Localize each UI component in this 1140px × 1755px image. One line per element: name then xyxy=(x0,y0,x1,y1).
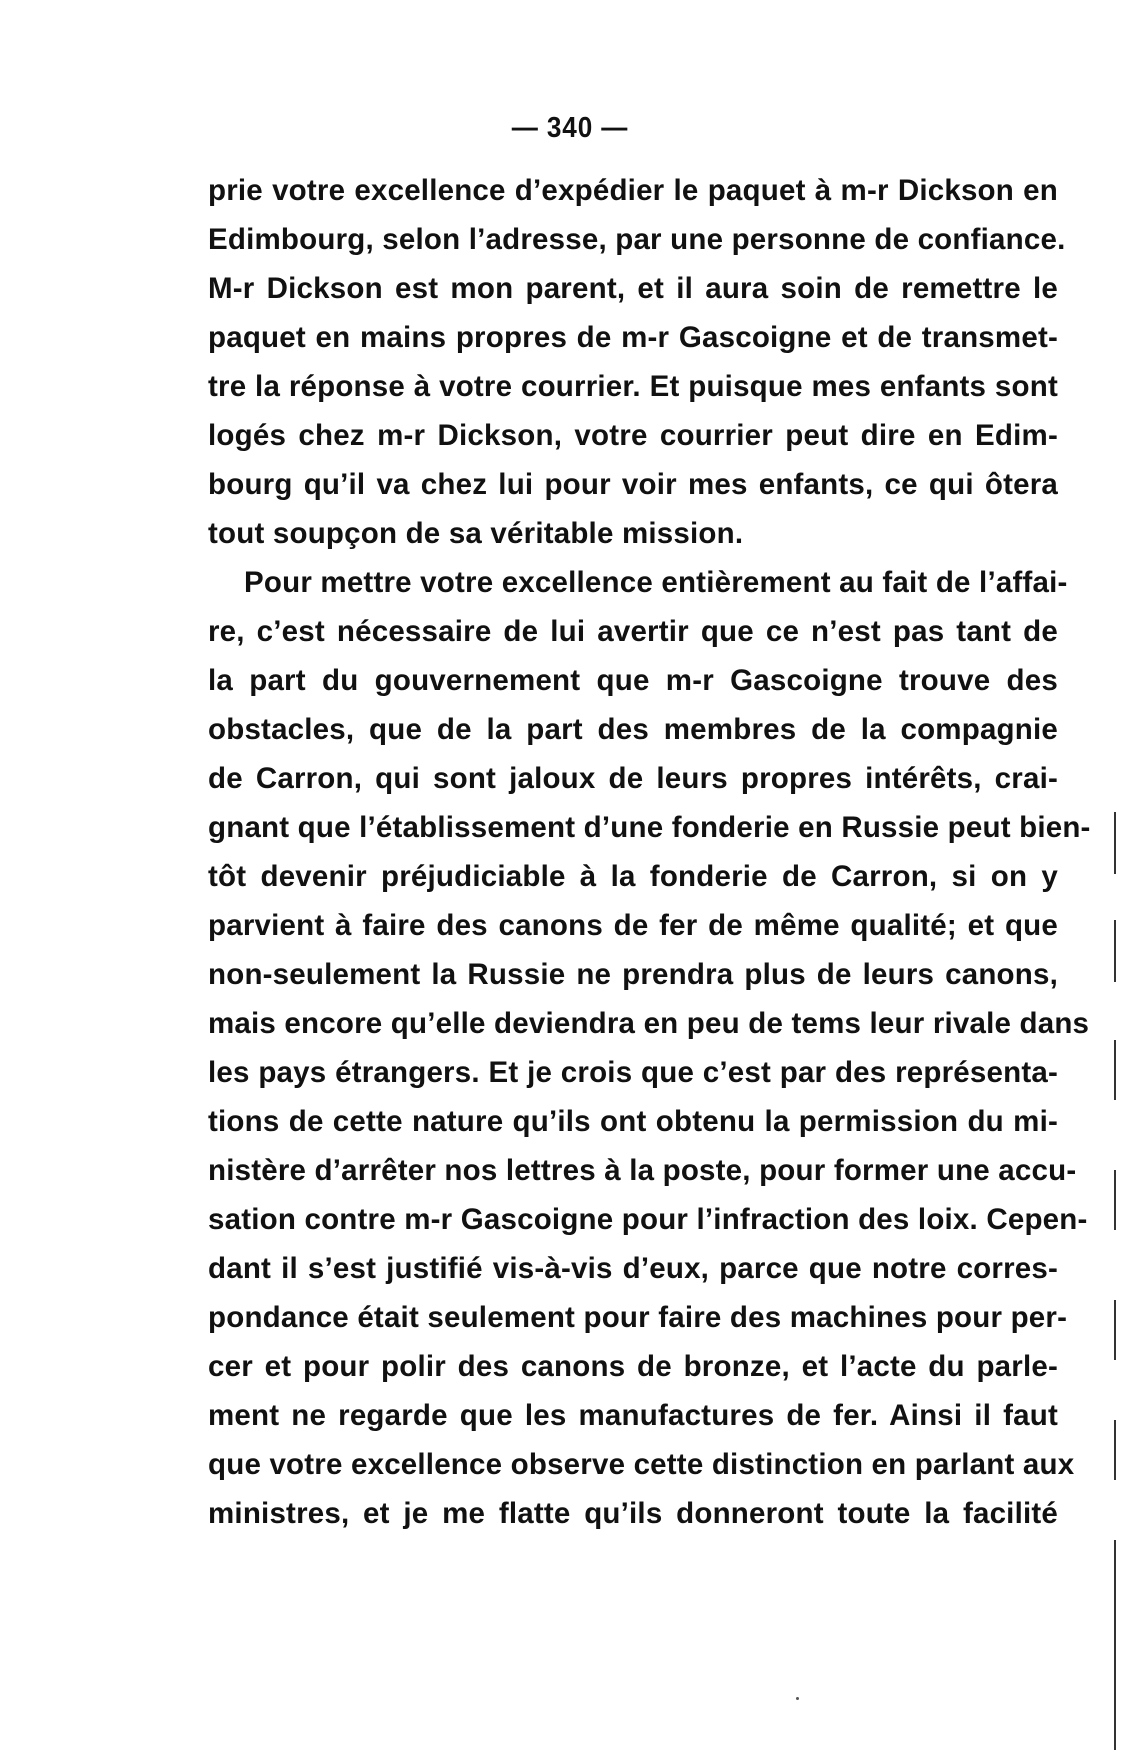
text-line: tout soupçon de sa véritable mission. xyxy=(208,517,744,550)
text-line: tôt devenir préjudiciable à la fonderie de Carron, si on y xyxy=(208,860,1058,893)
text-line: Edimbourg, selon l’adresse, par une personne de confiance. xyxy=(208,223,1066,256)
text-line: bourg qu’il va chez lui pour voir mes enfants, ce qui ôtera xyxy=(208,468,1058,501)
text-line: de Carron, qui sont jaloux de leurs propres intérêts, crai- xyxy=(208,762,1058,795)
scan-margin-mark xyxy=(1114,1040,1116,1100)
text-line: la part du gouvernement que m-r Gascoigne trouve des xyxy=(208,664,1058,697)
text-line: mais encore qu’elle deviendra en peu de tems leur rivale dans xyxy=(208,1007,1090,1040)
text-line: paquet en mains propres de m-r Gascoigne et de transmet- xyxy=(208,321,1058,354)
text-line: parvient à faire des canons de fer de même qualité; et que xyxy=(208,909,1058,942)
scan-margin-mark xyxy=(1114,812,1116,874)
text-line: M-r Dickson est mon parent, et il aura soin de remettre le xyxy=(208,272,1058,305)
text-line: obstacles, que de la part des membres de la compagnie xyxy=(208,713,1058,746)
text-line: que votre excellence observe cette distinction en parlant aux xyxy=(208,1448,1075,1481)
text-line: pondance était seulement pour faire des machines pour per- xyxy=(208,1301,1068,1334)
text-line: ment ne regarde que les manufactures de fer. Ainsi il faut xyxy=(208,1399,1058,1432)
text-line: gnant que l’établissement d’une fonderie en Russie peut bien- xyxy=(208,811,1091,844)
text-line: tre la réponse à votre courrier. Et puisque mes enfants sont xyxy=(208,370,1058,403)
text-line: tions de cette nature qu’ils ont obtenu la permission du mi- xyxy=(208,1105,1058,1138)
paragraph-start-line: Pour mettre votre excellence entièrement au fait de l’affai- xyxy=(244,566,1068,599)
text-line: prie votre excellence d’expédier le paquet à m-r Dickson en xyxy=(208,174,1058,207)
text-line: les pays étrangers. Et je crois que c’est par des représenta- xyxy=(208,1056,1058,1089)
text-line: logés chez m-r Dickson, votre courrier peut dire en Edim- xyxy=(208,419,1058,452)
text-line: sation contre m-r Gascoigne pour l’infraction des loix. Cepen- xyxy=(208,1203,1088,1236)
text-line: nistère d’arrêter nos lettres à la poste, pour former une accu- xyxy=(208,1154,1077,1187)
text-line: cer et pour polir des canons de bronze, et l’acte du parle- xyxy=(208,1350,1058,1383)
scan-margin-mark xyxy=(1114,920,1116,982)
text-line: re, c’est nécessaire de lui avertir que ce n’est pas tant de xyxy=(208,615,1058,648)
scan-margin-mark xyxy=(1114,1540,1116,1750)
scan-margin-mark xyxy=(1114,1170,1116,1230)
text-line: ministres, et je me flatte qu’ils donneront toute la facilité xyxy=(208,1497,1058,1530)
page-number: — 340 — xyxy=(511,112,629,144)
body-text xyxy=(208,166,1091,1538)
text-line: non-seulement la Russie ne prendra plus de leurs canons, xyxy=(208,958,1058,991)
scan-margin-mark xyxy=(1114,1300,1116,1360)
text-line: dant il s’est justifié vis-à-vis d’eux, parce que notre corres- xyxy=(208,1252,1058,1285)
scan-margin-mark xyxy=(1114,1420,1116,1480)
scan-speck xyxy=(796,1697,799,1700)
